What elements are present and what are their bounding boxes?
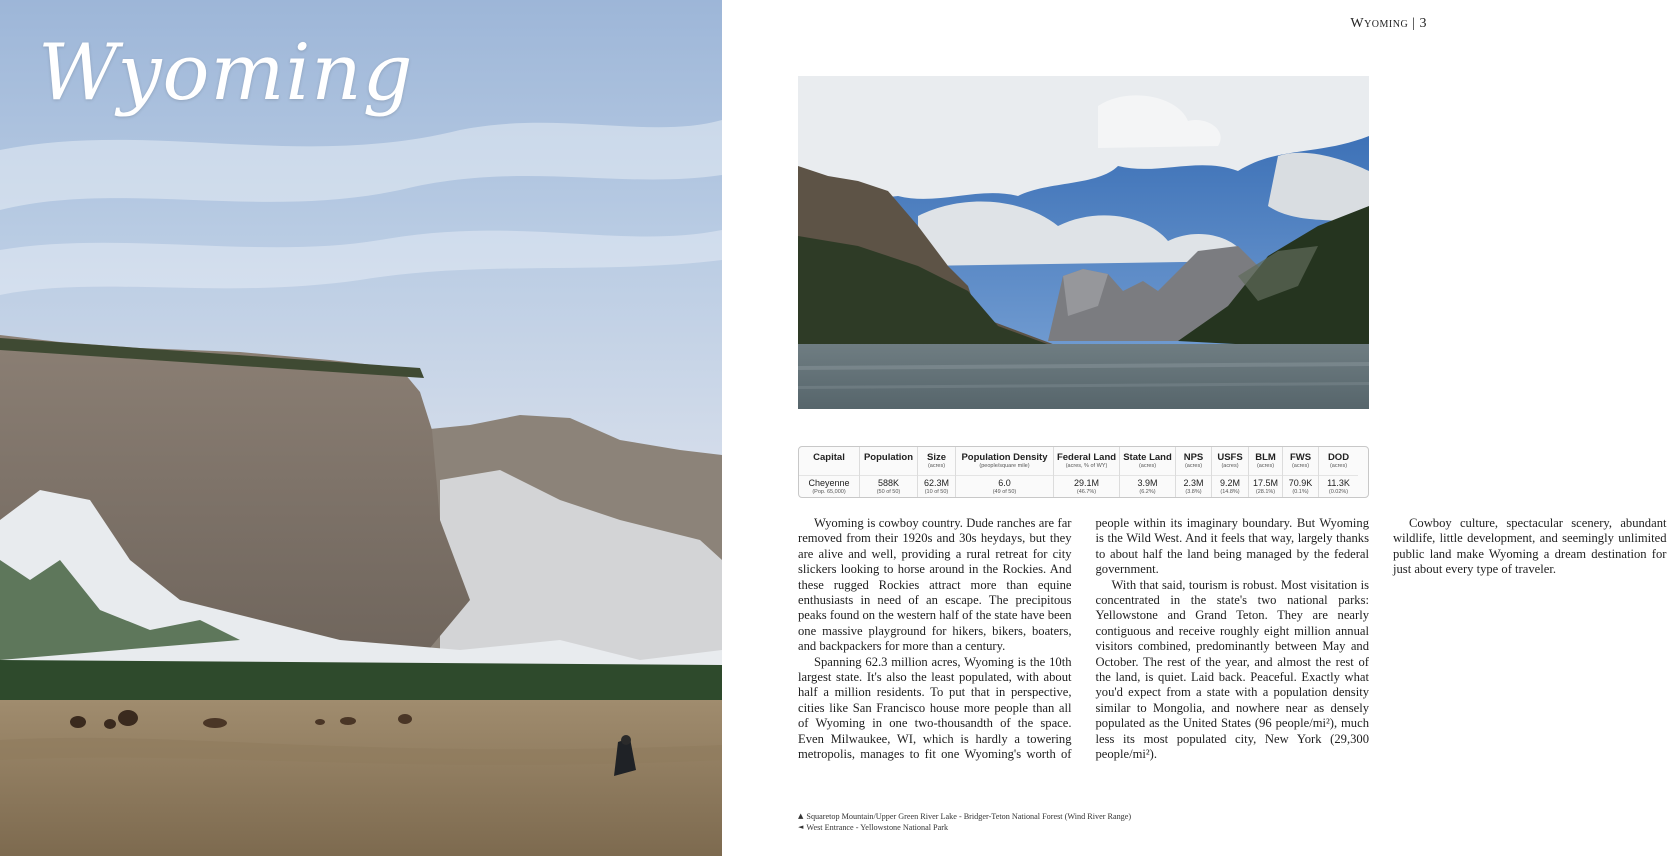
left-arrow-icon: ◄ [798,823,804,831]
running-head-separator: | [1412,16,1416,31]
fact-value: 2.3M [1176,475,1211,489]
fact-population [860,447,918,497]
fact-unit: (acres) [1184,463,1203,469]
fact-header: State Land [1123,452,1172,463]
fact-note: (46.7%) [1076,489,1097,495]
caption-text: West Entrance - Yellowstone National Park [806,823,949,832]
caption-right-photo [798,811,1369,822]
fact-value: 9.2M [1212,475,1248,489]
fact-value: 6.0 [956,475,1053,489]
fact-blm [1249,447,1283,497]
caption-text: Squaretop Mountain/Upper Green River Lake - Bridger-Teton National Forest (Wind River Range) [806,812,1132,821]
body-paragraph: With that said, tourism is robust. Most visitation is concentrated in the state's two national parks: Yellowstone and Grand Teton. They are nearly contiguous and receive roughly eight million annual visitors combined, predominantly between May and October. The rest of the year, and almost the rest of the land, is quiet. Laid back. Peaceful. Exactly what you'd expect from a state with a population density similar to Mongolia, and nowhere near as densely populated as the United States (96 people/mi²), much less its most populated city, New York (29,300 people/mi²). [1095,577,1369,762]
fact-value: 588K [860,475,917,489]
fact-nps [1176,447,1212,497]
fact-header: Population [863,452,914,463]
fact-federal-land [1054,447,1120,497]
fact-note: (6.2%) [1139,489,1156,495]
up-arrow-icon: ▲ [798,812,804,820]
fact-state-land [1120,447,1176,497]
fact-header: NPS [1183,452,1204,463]
fact-note: (49 of 50) [992,489,1017,495]
fact-note: (3.8%) [1185,489,1202,495]
state-facts-table [798,446,1369,498]
fact-value: 62.3M [918,475,955,489]
fact-note: (0.1%) [1292,489,1309,495]
fact-value: 29.1M [1054,475,1119,489]
body-paragraph: Spanning 62.3 million acres, Wyoming is the 10th largest state. It's also the least populated, with about half a million residents. To put that in perspective, cities like San Francisco house more people than all of Wyoming in one two-thousandth of the space. Even Milwaukee, WI, which is hardly a towering metropolis, manages to fit one Wyoming's worth of people within its imaginary boundary. But Wyoming is the Wild West. And it feels that way, largely thanks to about half the land being managed by the federal government. [798,516,1369,762]
fact-value: Cheyenne [799,475,859,489]
running-head [1350,16,1427,32]
running-head-title: Wyoming [1350,16,1409,31]
fact-note: (28.1%) [1255,489,1276,495]
fact-note: (50 of 50) [876,489,901,495]
fact-note: (Pop. 65,000) [812,489,846,495]
fact-header: Size [926,452,946,463]
fact-fws [1283,447,1319,497]
fact-unit: (acres) [1256,463,1275,469]
right-page-photo [798,76,1369,409]
fact-population-density [956,447,1054,497]
fact-unit: (acres) [1138,463,1157,469]
article-body [798,516,1667,776]
fact-header: FWS [1289,452,1312,463]
fact-value: 3.9M [1120,475,1175,489]
fact-note: (14.8%) [1220,489,1240,495]
fact-unit: (acres) [1221,463,1239,469]
fact-header: Federal Land [1056,452,1117,463]
page-number: 3 [1419,16,1427,31]
fact-unit: (people/square mile) [979,463,1030,469]
fact-value: 17.5M [1249,475,1282,489]
fact-unit: (acres) [1329,463,1348,469]
lake-mountain-photo [798,76,1369,409]
fact-unit: (acres) [927,463,946,469]
fact-header: BLM [1255,452,1276,463]
fact-header: USFS [1217,452,1243,463]
fact-header: DOD [1327,452,1350,463]
fact-note: (10 of 50) [924,489,949,495]
fact-dod [1319,447,1358,497]
fact-value: 11.3K [1319,475,1358,489]
fact-header: Population Density [961,452,1048,463]
page-title: Wyoming [38,28,414,118]
body-paragraph: Wyoming is cowboy country. Dude ranches are far removed from their 1920s and 30s heydays, but they are alive and well, providing a rural retreat for city slickers looking to horse around in the Rockies. And these rugged Rockies attract more than equine enthusiasts in need of an escape. The precipitous peaks found on the western half of the state have been one massive playground for hikers, bikers, boaters, and backpackers for more than a century. [798,516,1072,654]
yellowstone-photo [0,0,722,856]
fact-capital [799,447,860,497]
fact-size [918,447,956,497]
photo-captions [798,811,1369,833]
fact-value: 70.9K [1283,475,1318,489]
body-paragraph: Cowboy culture, spectacular scenery, abundant wildlife, little development, and seemingly unlimited public land make Wyoming a dream destination for just about every type of traveler. [1393,516,1667,577]
caption-left-photo [798,822,1369,833]
fact-header: Capital [813,452,845,463]
fact-unit: (acres, % of WY) [1065,463,1108,469]
fact-note: (0.02%) [1328,489,1349,495]
left-page-photo [0,0,722,856]
fact-unit: (acres) [1291,463,1310,469]
fact-usfs [1212,447,1249,497]
